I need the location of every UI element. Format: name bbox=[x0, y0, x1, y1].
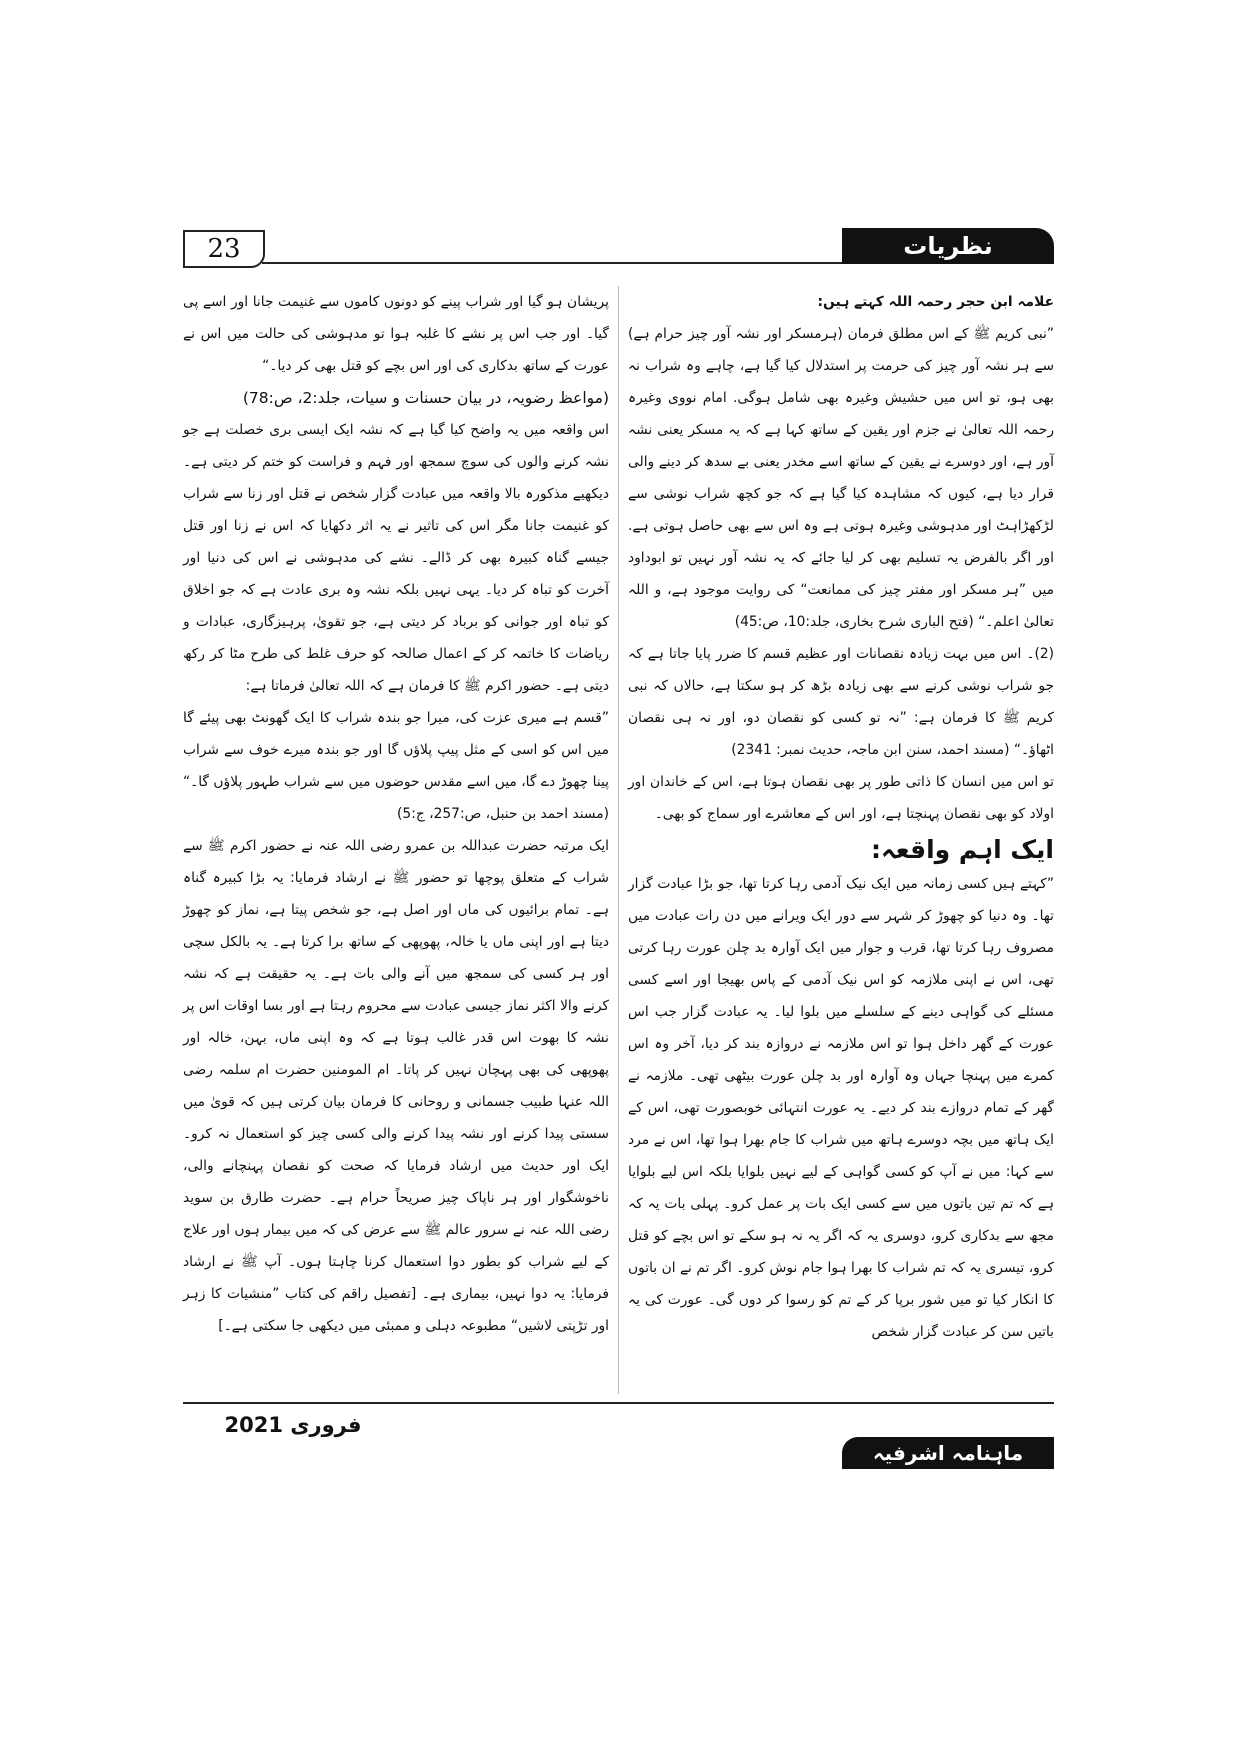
page-number: 23 bbox=[183, 230, 265, 268]
column-divider bbox=[618, 286, 619, 1394]
paragraph: ایک مرتبہ حضرت عبداللہ بن عمرو رضی اللہ عنہ نے حضور اکرم ﷺ سے شراب کے متعلق پوچھا تو حضور ﷺ نے ارشاد فرمایا: یہ بڑا کبیرہ گناہ ہے۔ تمام برائیوں کی ماں اور اصل ہے، جو شخص پیتا ہے، نماز کو چھوڑ دیتا ہے اور اپنی ماں یا خالہ، پھوپھی کے ساتھ برا کرتا ہے۔ یہ بالکل سچی اور ہر کسی کی سمجھ میں آنے والی بات ہے۔ یہ حقیقت ہے کہ نشہ کرنے والا اکثر نماز جیسی عبادت سے محروم رہتا ہے اور بسا اوقات اس پر نشہ کا بھوت اس قدر غالب ہوتا ہے کہ وہ اپنی ماں، بہن، خالہ اور پھوپھی کی بھی پہچان نہیں کر پاتا۔ ام المومنین حضرت ام سلمہ رضی اللہ عنہا طبیب جسمانی و روحانی کا فرمان بیان کرتی ہیں کہ قویٰ میں سستی پیدا کرنے اور نشہ پیدا کرنے والی کسی چیز کو استعمال نہ کرو۔ ایک اور حدیث میں ارشاد فرمایا کہ صحت کو نقصان پہنچانے والی، ناخوشگوار اور ہر ناپاک چیز صریحاً حرام ہے۔ حضرت طارق بن سوید رضی اللہ عنہ نے سرور عالم ﷺ سے عرض کی کہ میں بیمار ہوں اور علاج کے لیے شراب کو بطور دوا استعمال کرنا چاہتا ہوں۔ آپ ﷺ نے ارشاد فرمایا: یہ دوا نہیں، بیماری ہے۔ [تفصیل راقم کی کتاب ”منشیات کا زہر اور تڑپتی لاشیں“ مطبوعہ دہلی و ممبئی میں دیکھی جا سکتی ہے۔] bbox=[183, 838, 609, 1334]
paragraph: ”قسم ہے میری عزت کی، میرا جو بندہ شراب کا ایک گھونٹ بھی پیئے گا میں اس کو اسی کے مثل پیپ پلاؤں گا اور جو بندہ میرے خوف سے شراب پینا چھوڑ دے گا، میں اسے مقدس حوضوں میں سے شراب طہور پلاؤں گا۔“ (مسند احمد بن حنبل، ص:257، ج:5) bbox=[183, 710, 609, 822]
paragraph: (2)۔ اس میں بہت زیادہ نقصانات اور عظیم قسم کا ضرر پایا جاتا ہے کہ جو شراب نوشی کرنے سے بھی زیادہ بڑھ کر ہو سکتا ہے، حالاں کہ نبی کریم ﷺ کا فرمان ہے: ”نہ تو کسی کو نقصان دو، اور نہ ہی نقصان اٹھاؤ۔“ (مسند احمد، سنن ابن ماجہ، حدیث نمبر: 2341) bbox=[628, 646, 1054, 758]
header-rule bbox=[262, 262, 842, 264]
paragraph: تو اس میں انسان کا ذاتی طور پر بھی نقصان ہوتا ہے، اس کے خاندان اور اولاد کو بھی نقصان پہنچتا ہے، اور اس کے معاشرے اور سماج کو بھی۔ bbox=[628, 774, 1054, 822]
section-title: نظریات bbox=[842, 228, 1054, 264]
paragraph: ”کہتے ہیں کسی زمانہ میں ایک نیک آدمی رہا کرتا تھا، جو بڑا عبادت گزار تھا۔ وہ دنیا کو چھوڑ کر شہر سے دور ایک ویرانے میں دن رات عبادت میں مصروف رہا کرتا تھا، قرب و جوار میں ایک آوارہ بد چلن عورت رہا کرتی تھی، اس نے اپنی ملازمہ کو اس نیک آدمی کے پاس بھیجا اور اسے کسی مسئلے کی گواہی دینے کے سلسلے میں بلوا لیا۔ یہ عبادت گزار جب اس عورت کے گھر داخل ہوا تو اس ملازمہ نے دروازہ بند کر دیا، آخر وہ اس کمرے میں پہنچا جہاں وہ آوارہ اور بد چلن عورت بیٹھی تھی۔ ملازمہ نے گھر کے تمام دروازے بند کر دیے۔ یہ عورت انتہائی خوبصورت تھی، اس کے ایک ہاتھ میں بچہ دوسرے ہاتھ میں شراب کا جام بھرا ہوا تھا، اس نے مرد سے کہا: میں نے آپ کو کسی گواہی کے لیے نہیں بلوایا بلکہ اس لیے بلوایا ہے کہ تم تین باتوں میں سے کسی ایک بات پر عمل کرو۔ پہلی بات یہ کہ مجھ سے بدکاری کرو، دوسری یہ کہ اگر یہ نہ ہو سکے تو اس بچے کو قتل کرو، تیسری یہ کہ تم شراب کا بھرا ہوا جام نوش کرو۔ اگر تم نے ان باتوں کا انکار کیا تو میں شور برپا کر کے تم کو رسوا کر دوں گی۔ عورت کی یہ باتیں سن کر عبادت گزار شخص bbox=[628, 876, 1054, 1340]
left-column bbox=[183, 286, 609, 1342]
issue-date: فروری 2021 bbox=[224, 1413, 362, 1437]
section-heading: ایک اہم واقعہ: bbox=[870, 835, 1054, 864]
paragraph: ”نبی کریم ﷺ کے اس مطلق فرمان (ہرمسکر اور نشہ آور چیز حرام ہے) سے ہر نشہ آور چیز کی حرمت پر استدلال کیا گیا ہے، چاہے وہ شراب نہ بھی ہو، تو اس میں حشیش وغیرہ بھی شامل ہوگی. امام نووی وغیرہ رحمہ اللہ تعالیٰ نے جزم اور یقین کے ساتھ کہا ہے کہ یہ مسکر یعنی نشہ آور ہے، اور دوسرے نے یقین کے ساتھ اسے مخدر یعنی بے سدھ کر دینے والی قرار دیا ہے، کیوں کہ مشاہدہ کیا گیا ہے کہ جو کچھ شراب نوشی سے لڑکھڑاہٹ اور مدہوشی وغیرہ ہوتی ہے وہ اس سے بھی حاصل ہوتی ہے. اور اگر بالفرض یہ تسلیم بھی کر لیا جائے کہ یہ نشہ آور نہیں تو ابوداود میں ”ہر مسکر اور مفتر چیز کی ممانعت“ کی روایت موجود ہے، و اللہ تعالیٰ اعلم۔“ (فتح الباری شرح بخاری، جلد:10، ص:45) bbox=[628, 326, 1054, 630]
right-column bbox=[628, 286, 1054, 1348]
paragraph: پریشان ہو گیا اور شراب پینے کو دونوں کاموں سے غنیمت جانا اور اسے پی گیا۔ اور جب اس پر نشے کا غلبہ ہوا تو مدہوشی کی حالت میں اس نے عورت کے ساتھ بدکاری کی اور اس بچے کو قتل بھی کر دیا۔“ bbox=[183, 294, 609, 374]
paragraph: اس واقعہ میں یہ واضح کیا گیا ہے کہ نشہ ایک ایسی بری خصلت ہے جو نشہ کرنے والوں کی سوچ سمجھ اور فہم و فراست کو ختم کر دیتی ہے۔ دیکھیے مذکورہ بالا واقعہ میں عبادت گزار شخص نے قتل اور زنا سے شراب کو غنیمت جانا مگر اس کی تاثیر نے یہ اثر دکھایا کہ اس نے زنا اور قتل جیسے گناہ کبیرہ بھی کر ڈالے۔ نشے کی مدہوشی نے اس کی دنیا اور آخرت کو تباہ کر دیا۔ یہی نہیں بلکہ نشہ وہ بری عادت ہے کہ جو اخلاق کو تباہ اور جوانی کو برباد کر دیتی ہے، جو تقویٰ، پرہیزگاری، عبادات و ریاضات کا خاتمہ کر کے اعمال صالحہ کو حرف غلط کی طرح مٹا کر رکھ دیتی ہے۔ حضور اکرم ﷺ کا فرمان ہے کہ اللہ تعالیٰ فرماتا ہے: bbox=[183, 422, 609, 694]
magazine-name: ماہنامہ اشرفیہ bbox=[842, 1437, 1054, 1469]
intro-line: علامہ ابن حجر رحمہ اللہ کہتے ہیں: bbox=[817, 294, 1054, 310]
footer-rule bbox=[183, 1402, 1054, 1404]
citation: (مواعظ رضویہ، در بیان حسنات و سیات، جلد:2، ص:78) bbox=[242, 389, 609, 407]
